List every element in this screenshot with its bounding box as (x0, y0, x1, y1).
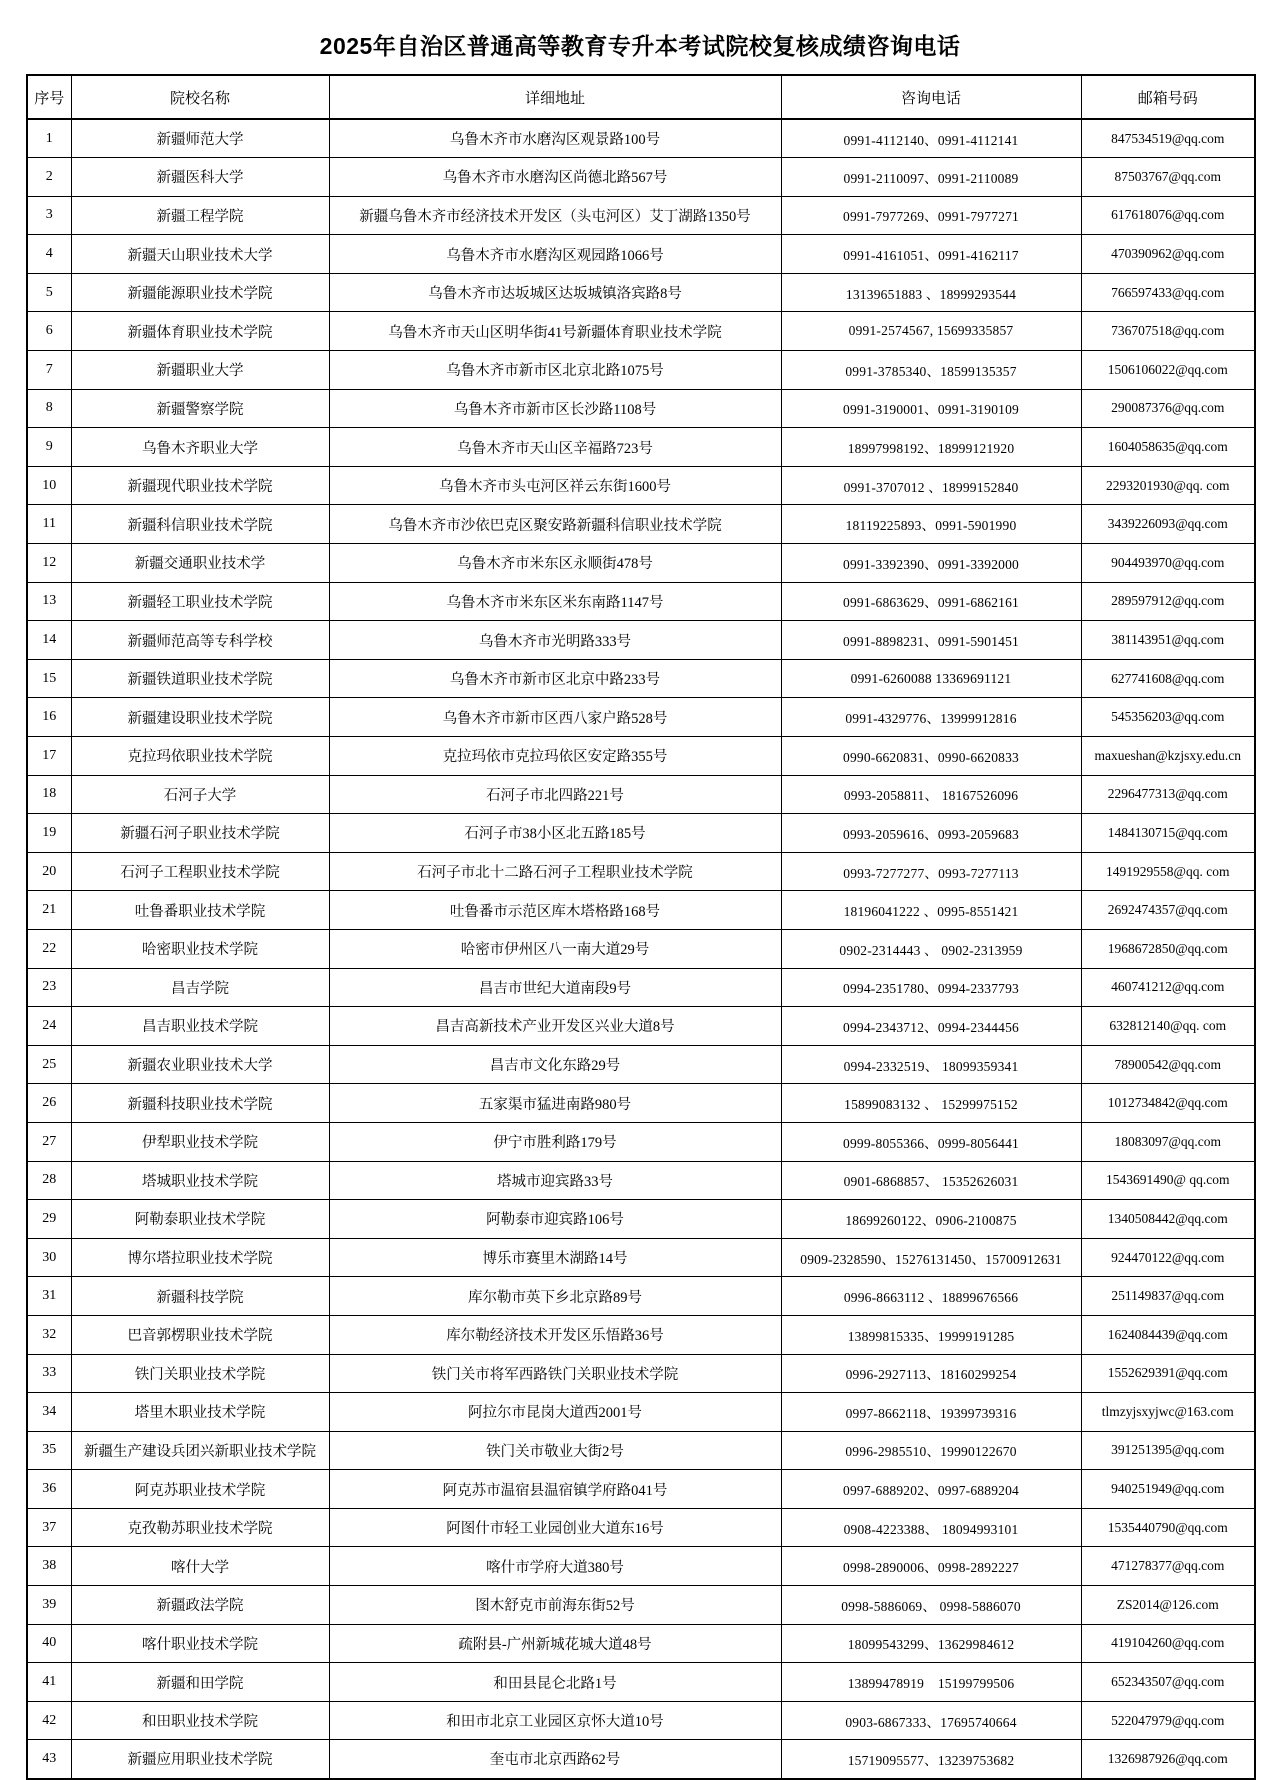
cell-school-name: 阿克苏职业技术学院 (71, 1470, 329, 1509)
cell-email: 3439226093@qq.com (1081, 505, 1255, 544)
cell-phone: 0991-6260088 13369691121 (781, 659, 1081, 698)
cell-email: 632812140@qq. com (1081, 1007, 1255, 1046)
cell-phone: 0991-4329776、13999912816 (781, 698, 1081, 737)
cell-phone: 0991-7977269、0991-7977271 (781, 196, 1081, 235)
cell-school-name: 新疆农业职业技术大学 (71, 1045, 329, 1084)
cell-index: 20 (27, 852, 71, 891)
cell-email: 2293201930@qq. com (1081, 466, 1255, 505)
cell-address: 乌鲁木齐市米东区永顺街478号 (329, 544, 781, 583)
cell-index: 14 (27, 621, 71, 660)
cell-school-name: 克拉玛依职业技术学院 (71, 737, 329, 776)
cell-phone: 0991-3392390、0991-3392000 (781, 544, 1081, 583)
table-row (27, 1122, 1255, 1161)
cell-email: 1968672850@qq.com (1081, 929, 1255, 968)
cell-index: 39 (27, 1586, 71, 1625)
cell-address: 疏附县-广州新城花城大道48号 (329, 1624, 781, 1663)
cell-phone: 13899815335、19999191285 (781, 1315, 1081, 1354)
header-row (27, 75, 1255, 119)
cell-school-name: 吐鲁番职业技术学院 (71, 891, 329, 930)
cell-school-name: 新疆天山职业技术大学 (71, 235, 329, 274)
cell-index: 21 (27, 891, 71, 930)
cell-phone: 0993-7277277、0993-7277113 (781, 852, 1081, 891)
cell-address: 乌鲁木齐市新市区北京北路1075号 (329, 351, 781, 390)
cell-school-name: 昌吉学院 (71, 968, 329, 1007)
cell-index: 2 (27, 158, 71, 197)
cell-address: 阿勒泰市迎宾路106号 (329, 1200, 781, 1239)
table-row (27, 1547, 1255, 1586)
cell-school-name: 新疆生产建设兵团兴新职业技术学院 (71, 1431, 329, 1470)
cell-email: 289597912@qq.com (1081, 582, 1255, 621)
cell-school-name: 哈密职业技术学院 (71, 929, 329, 968)
table-row (27, 698, 1255, 737)
cell-email: 652343507@qq.com (1081, 1663, 1255, 1702)
table-row (27, 544, 1255, 583)
cell-address: 乌鲁木齐市头屯河区祥云东街1600号 (329, 466, 781, 505)
cell-school-name: 巴音郭楞职业技术学院 (71, 1315, 329, 1354)
cell-phone: 0998-2890006、0998-2892227 (781, 1547, 1081, 1586)
cell-index: 11 (27, 505, 71, 544)
cell-index: 43 (27, 1740, 71, 1779)
cell-phone: 18119225893、0991-5901990 (781, 505, 1081, 544)
table-row (27, 196, 1255, 235)
cell-phone: 0993-2058811、 18167526096 (781, 775, 1081, 814)
cell-email: 522047979@qq.com (1081, 1701, 1255, 1740)
table-row (27, 389, 1255, 428)
table-row (27, 582, 1255, 621)
table-row (27, 1045, 1255, 1084)
cell-index: 42 (27, 1701, 71, 1740)
table-row (27, 1238, 1255, 1277)
cell-email: 1491929558@qq. com (1081, 852, 1255, 891)
table-row (27, 1663, 1255, 1702)
cell-index: 1 (27, 119, 71, 158)
table-row (27, 1431, 1255, 1470)
cell-address: 喀什市学府大道380号 (329, 1547, 781, 1586)
table-row (27, 273, 1255, 312)
cell-phone: 0999-8055366、0999-8056441 (781, 1122, 1081, 1161)
cell-address: 乌鲁木齐市新市区西八家户路528号 (329, 698, 781, 737)
cell-address: 乌鲁木齐市达坂城区达坂城镇洛宾路8号 (329, 273, 781, 312)
cell-phone: 0996-2985510、19990122670 (781, 1431, 1081, 1470)
table-row (27, 505, 1255, 544)
cell-email: 470390962@qq.com (1081, 235, 1255, 274)
cell-email: maxueshan@kzjsxy.edu.cn (1081, 737, 1255, 776)
table-row (27, 1624, 1255, 1663)
cell-address: 五家渠市猛进南路980号 (329, 1084, 781, 1123)
table-row (27, 428, 1255, 467)
cell-school-name: 新疆应用职业技术学院 (71, 1740, 329, 1779)
cell-email: 251149837@qq.com (1081, 1277, 1255, 1316)
cell-address: 新疆乌鲁木齐市经济技术开发区（头屯河区）艾丁湖路1350号 (329, 196, 781, 235)
cell-email: 1624084439@qq.com (1081, 1315, 1255, 1354)
cell-address: 乌鲁木齐市米东区米东南路1147号 (329, 582, 781, 621)
cell-school-name: 新疆科技职业技术学院 (71, 1084, 329, 1123)
cell-phone: 13139651883 、18999293544 (781, 273, 1081, 312)
cell-index: 3 (27, 196, 71, 235)
cell-address: 石河子市38小区北五路185号 (329, 814, 781, 853)
cell-phone: 0994-2332519、 18099359341 (781, 1045, 1081, 1084)
cell-address: 哈密市伊州区八一南大道29号 (329, 929, 781, 968)
table-header (27, 75, 1255, 119)
cell-index: 17 (27, 737, 71, 776)
cell-email: 766597433@qq.com (1081, 273, 1255, 312)
cell-address: 乌鲁木齐市水磨沟区观园路1066号 (329, 235, 781, 274)
cell-phone: 13899478919 15199799506 (781, 1663, 1081, 1702)
cell-address: 库尔勒经济技术开发区乐悟路36号 (329, 1315, 781, 1354)
cell-school-name: 新疆和田学院 (71, 1663, 329, 1702)
cell-school-name: 伊犁职业技术学院 (71, 1122, 329, 1161)
column-header: 咨询电话 (781, 75, 1081, 119)
cell-phone: 0991-4161051、0991-4162117 (781, 235, 1081, 274)
cell-address: 伊宁市胜利路179号 (329, 1122, 781, 1161)
cell-index: 35 (27, 1431, 71, 1470)
cell-school-name: 博尔塔拉职业技术学院 (71, 1238, 329, 1277)
cell-school-name: 塔城职业技术学院 (71, 1161, 329, 1200)
cell-school-name: 铁门关职业技术学院 (71, 1354, 329, 1393)
cell-email: tlmzyjsxyjwc@163.com (1081, 1393, 1255, 1432)
cell-address: 乌鲁木齐市水磨沟区尚德北路567号 (329, 158, 781, 197)
cell-index: 16 (27, 698, 71, 737)
table-row (27, 1315, 1255, 1354)
cell-index: 40 (27, 1624, 71, 1663)
table-row (27, 1740, 1255, 1779)
cell-address: 石河子市北四路221号 (329, 775, 781, 814)
table-body (27, 119, 1255, 1779)
table-row (27, 235, 1255, 274)
cell-address: 乌鲁木齐市水磨沟区观景路100号 (329, 119, 781, 158)
cell-email: 940251949@qq.com (1081, 1470, 1255, 1509)
cell-index: 19 (27, 814, 71, 853)
cell-phone: 15899083132 、 15299975152 (781, 1084, 1081, 1123)
cell-phone: 15719095577、13239753682 (781, 1740, 1081, 1779)
cell-phone: 0998-5886069、 0998-5886070 (781, 1586, 1081, 1625)
cell-phone: 18997998192、18999121920 (781, 428, 1081, 467)
cell-school-name: 喀什大学 (71, 1547, 329, 1586)
cell-phone: 0996-2927113、18160299254 (781, 1354, 1081, 1393)
table-row (27, 1354, 1255, 1393)
cell-address: 昌吉高新技术产业开发区兴业大道8号 (329, 1007, 781, 1046)
cell-index: 29 (27, 1200, 71, 1239)
cell-index: 23 (27, 968, 71, 1007)
cell-email: 1604058635@qq.com (1081, 428, 1255, 467)
cell-address: 昌吉市文化东路29号 (329, 1045, 781, 1084)
cell-phone: 18699260122、0906-2100875 (781, 1200, 1081, 1239)
cell-school-name: 新疆师范高等专科学校 (71, 621, 329, 660)
table-row (27, 659, 1255, 698)
cell-school-name: 和田职业技术学院 (71, 1701, 329, 1740)
cell-email: 1506106022@qq.com (1081, 351, 1255, 390)
cell-index: 28 (27, 1161, 71, 1200)
cell-address: 阿克苏市温宿县温宿镇学府路041号 (329, 1470, 781, 1509)
cell-index: 25 (27, 1045, 71, 1084)
cell-school-name: 新疆交通职业技术学 (71, 544, 329, 583)
cell-address: 和田市北京工业园区京怀大道10号 (329, 1701, 781, 1740)
cell-index: 31 (27, 1277, 71, 1316)
cell-school-name: 新疆医科大学 (71, 158, 329, 197)
cell-phone: 18099543299、13629984612 (781, 1624, 1081, 1663)
cell-email: 1340508442@qq.com (1081, 1200, 1255, 1239)
cell-phone: 0997-8662118、19399739316 (781, 1393, 1081, 1432)
table-row (27, 1084, 1255, 1123)
cell-email: 1012734842@qq.com (1081, 1084, 1255, 1123)
cell-school-name: 石河子大学 (71, 775, 329, 814)
cell-index: 22 (27, 929, 71, 968)
table-row (27, 158, 1255, 197)
column-header: 详细地址 (329, 75, 781, 119)
cell-address: 乌鲁木齐市新市区北京中路233号 (329, 659, 781, 698)
cell-email: 2296477313@qq.com (1081, 775, 1255, 814)
cell-email: 1543691490@ qq.com (1081, 1161, 1255, 1200)
table-row (27, 1277, 1255, 1316)
cell-address: 石河子市北十二路石河子工程职业技术学院 (329, 852, 781, 891)
cell-phone: 0997-6889202、0997-6889204 (781, 1470, 1081, 1509)
table-row (27, 891, 1255, 930)
cell-school-name: 新疆科技学院 (71, 1277, 329, 1316)
cell-index: 15 (27, 659, 71, 698)
cell-address: 塔城市迎宾路33号 (329, 1161, 781, 1200)
table-row (27, 1200, 1255, 1239)
cell-email: 736707518@qq.com (1081, 312, 1255, 351)
cell-address: 乌鲁木齐市天山区辛福路723号 (329, 428, 781, 467)
cell-index: 5 (27, 273, 71, 312)
column-header: 院校名称 (71, 75, 329, 119)
cell-school-name: 新疆体育职业技术学院 (71, 312, 329, 351)
table-row (27, 1161, 1255, 1200)
cell-email: 460741212@qq.com (1081, 968, 1255, 1007)
cell-email: 87503767@qq.com (1081, 158, 1255, 197)
cell-email: 1326987926@qq.com (1081, 1740, 1255, 1779)
cell-address: 乌鲁木齐市天山区明华街41号新疆体育职业技术学院 (329, 312, 781, 351)
cell-index: 37 (27, 1508, 71, 1547)
table-row (27, 929, 1255, 968)
cell-email: 381143951@qq.com (1081, 621, 1255, 660)
cell-school-name: 新疆科信职业技术学院 (71, 505, 329, 544)
cell-email: 290087376@qq.com (1081, 389, 1255, 428)
cell-school-name: 新疆现代职业技术学院 (71, 466, 329, 505)
cell-school-name: 新疆轻工职业技术学院 (71, 582, 329, 621)
cell-phone: 0991-8898231、0991-5901451 (781, 621, 1081, 660)
table-row (27, 968, 1255, 1007)
cell-address: 库尔勒市英下乡北京路89号 (329, 1277, 781, 1316)
table-row (27, 852, 1255, 891)
cell-index: 27 (27, 1122, 71, 1161)
cell-phone: 0991-6863629、0991-6862161 (781, 582, 1081, 621)
cell-phone: 0994-2343712、0994-2344456 (781, 1007, 1081, 1046)
cell-school-name: 塔里木职业技术学院 (71, 1393, 329, 1432)
cell-phone: 0993-2059616、0993-2059683 (781, 814, 1081, 853)
cell-index: 10 (27, 466, 71, 505)
table-row (27, 775, 1255, 814)
cell-address: 铁门关市将军西路铁门关职业技术学院 (329, 1354, 781, 1393)
cell-address: 乌鲁木齐市光明路333号 (329, 621, 781, 660)
cell-school-name: 克孜勒苏职业技术学院 (71, 1508, 329, 1547)
cell-email: 847534519@qq.com (1081, 119, 1255, 158)
table-row (27, 621, 1255, 660)
cell-school-name: 新疆工程学院 (71, 196, 329, 235)
cell-address: 昌吉市世纪大道南段9号 (329, 968, 781, 1007)
table-row (27, 1508, 1255, 1547)
cell-school-name: 新疆职业大学 (71, 351, 329, 390)
cell-email: 18083097@qq.com (1081, 1122, 1255, 1161)
cell-address: 阿拉尔市昆岗大道西2001号 (329, 1393, 781, 1432)
score-review-contact-table (26, 74, 1256, 1780)
table-row (27, 119, 1255, 158)
cell-school-name: 乌鲁木齐职业大学 (71, 428, 329, 467)
cell-phone: 0908-4223388、 18094993101 (781, 1508, 1081, 1547)
cell-index: 41 (27, 1663, 71, 1702)
cell-address: 乌鲁木齐市沙依巴克区聚安路新疆科信职业技术学院 (329, 505, 781, 544)
table-row (27, 312, 1255, 351)
cell-phone: 0991-3190001、0991-3190109 (781, 389, 1081, 428)
cell-address: 图木舒克市前海东街52号 (329, 1586, 781, 1625)
cell-index: 38 (27, 1547, 71, 1586)
cell-email: 617618076@qq.com (1081, 196, 1255, 235)
cell-school-name: 新疆政法学院 (71, 1586, 329, 1625)
cell-email: 904493970@qq.com (1081, 544, 1255, 583)
table-row (27, 351, 1255, 390)
cell-phone: 18196041222 、0995-8551421 (781, 891, 1081, 930)
table-row (27, 1470, 1255, 1509)
cell-index: 36 (27, 1470, 71, 1509)
cell-phone: 0991-3785340、18599135357 (781, 351, 1081, 390)
cell-email: 1484130715@qq.com (1081, 814, 1255, 853)
cell-address: 克拉玛依市克拉玛依区安定路355号 (329, 737, 781, 776)
cell-address: 吐鲁番市示范区库木塔格路168号 (329, 891, 781, 930)
cell-address: 乌鲁木齐市新市区长沙路1108号 (329, 389, 781, 428)
cell-school-name: 新疆警察学院 (71, 389, 329, 428)
cell-school-name: 新疆建设职业技术学院 (71, 698, 329, 737)
cell-address: 和田县昆仑北路1号 (329, 1663, 781, 1702)
cell-index: 7 (27, 351, 71, 390)
cell-index: 34 (27, 1393, 71, 1432)
cell-index: 9 (27, 428, 71, 467)
cell-school-name: 阿勒泰职业技术学院 (71, 1200, 329, 1239)
table-row (27, 1701, 1255, 1740)
cell-index: 24 (27, 1007, 71, 1046)
cell-phone: 0909-2328590、15276131450、15700912631 (781, 1238, 1081, 1277)
cell-school-name: 新疆石河子职业技术学院 (71, 814, 329, 853)
table-row (27, 1586, 1255, 1625)
cell-school-name: 新疆铁道职业技术学院 (71, 659, 329, 698)
cell-phone: 0991-3707012 、18999152840 (781, 466, 1081, 505)
column-header: 邮箱号码 (1081, 75, 1255, 119)
cell-address: 阿图什市轻工业园创业大道东16号 (329, 1508, 781, 1547)
cell-index: 13 (27, 582, 71, 621)
cell-index: 32 (27, 1315, 71, 1354)
cell-school-name: 新疆师范大学 (71, 119, 329, 158)
cell-school-name: 昌吉职业技术学院 (71, 1007, 329, 1046)
cell-index: 26 (27, 1084, 71, 1123)
cell-email: 419104260@qq.com (1081, 1624, 1255, 1663)
cell-email: 391251395@qq.com (1081, 1431, 1255, 1470)
cell-email: 924470122@qq.com (1081, 1238, 1255, 1277)
cell-index: 30 (27, 1238, 71, 1277)
cell-email: 1535440790@qq.com (1081, 1508, 1255, 1547)
table-row (27, 737, 1255, 776)
cell-phone: 0902-2314443 、 0902-2313959 (781, 929, 1081, 968)
table-row (27, 814, 1255, 853)
cell-phone: 0991-2574567, 15699335857 (781, 312, 1081, 351)
cell-index: 12 (27, 544, 71, 583)
cell-email: ZS2014@126.com (1081, 1586, 1255, 1625)
cell-phone: 0990-6620831、0990-6620833 (781, 737, 1081, 776)
cell-phone: 0996-8663112 、18899676566 (781, 1277, 1081, 1316)
cell-index: 18 (27, 775, 71, 814)
table-row (27, 1393, 1255, 1432)
cell-phone: 0901-6868857、 15352626031 (781, 1161, 1081, 1200)
cell-phone: 0991-2110097、0991-2110089 (781, 158, 1081, 197)
cell-email: 1552629391@qq.com (1081, 1354, 1255, 1393)
cell-address: 铁门关市敬业大街2号 (329, 1431, 781, 1470)
cell-address: 奎屯市北京西路62号 (329, 1740, 781, 1779)
cell-phone: 0991-4112140、0991-4112141 (781, 119, 1081, 158)
cell-index: 6 (27, 312, 71, 351)
cell-email: 2692474357@qq.com (1081, 891, 1255, 930)
cell-email: 471278377@qq.com (1081, 1547, 1255, 1586)
cell-school-name: 喀什职业技术学院 (71, 1624, 329, 1663)
cell-school-name: 石河子工程职业技术学院 (71, 852, 329, 891)
cell-index: 4 (27, 235, 71, 274)
cell-address: 博乐市赛里木湖路14号 (329, 1238, 781, 1277)
cell-email: 545356203@qq.com (1081, 698, 1255, 737)
cell-phone: 0903-6867333、17695740664 (781, 1701, 1081, 1740)
column-header: 序号 (27, 75, 71, 119)
cell-school-name: 新疆能源职业技术学院 (71, 273, 329, 312)
document-page (26, 0, 1254, 1780)
cell-index: 33 (27, 1354, 71, 1393)
table-row (27, 466, 1255, 505)
cell-email: 627741608@qq.com (1081, 659, 1255, 698)
cell-index: 8 (27, 389, 71, 428)
cell-phone: 0994-2351780、0994-2337793 (781, 968, 1081, 1007)
page-title: 2025年自治区普通高等教育专升本考试院校复核成绩咨询电话 (319, 33, 961, 59)
table-row (27, 1007, 1255, 1046)
cell-email: 78900542@qq.com (1081, 1045, 1255, 1084)
